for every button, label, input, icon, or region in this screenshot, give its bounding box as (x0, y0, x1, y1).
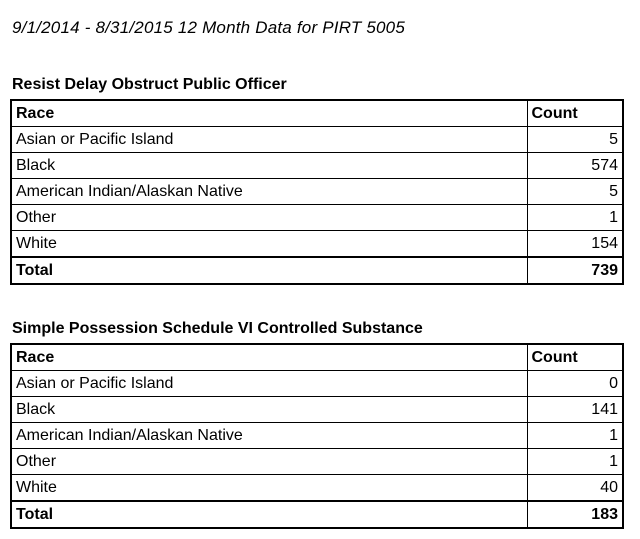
race-cell: White (11, 475, 527, 502)
race-cell: Asian or Pacific Island (11, 371, 527, 397)
data-table-simple-possession (10, 343, 624, 529)
count-cell: 5 (527, 127, 623, 153)
table-row (11, 423, 623, 449)
page-heading: 9/1/2014 - 8/31/2015 12 Month Data for PIRT 5005 (12, 18, 405, 37)
table-row (11, 449, 623, 475)
table-row (11, 231, 623, 258)
column-header-count: Count (527, 100, 623, 127)
count-cell: 574 (527, 153, 623, 179)
table-row (11, 127, 623, 153)
count-cell: 1 (527, 205, 623, 231)
total-count: 183 (527, 501, 623, 528)
table-header-row (11, 100, 623, 127)
race-cell: American Indian/Alaskan Native (11, 423, 527, 449)
total-label: Total (11, 257, 527, 284)
table-row (11, 179, 623, 205)
count-cell: 40 (527, 475, 623, 502)
race-cell: Black (11, 153, 527, 179)
table-row (11, 153, 623, 179)
count-cell: 154 (527, 231, 623, 258)
section-title: Resist Delay Obstruct Public Officer (12, 76, 287, 93)
total-label: Total (11, 501, 527, 528)
table-row (11, 371, 623, 397)
race-cell: Other (11, 205, 527, 231)
column-header-race: Race (11, 100, 527, 127)
total-row (11, 501, 623, 528)
race-cell: Other (11, 449, 527, 475)
count-cell: 5 (527, 179, 623, 205)
section-title: Simple Possession Schedule VI Controlled Substance (12, 320, 423, 337)
count-cell: 1 (527, 423, 623, 449)
table-row (11, 205, 623, 231)
data-table-resist-delay (10, 99, 624, 285)
column-header-count: Count (527, 344, 623, 371)
race-cell: Black (11, 397, 527, 423)
table-row (11, 475, 623, 502)
table-row (11, 397, 623, 423)
count-cell: 141 (527, 397, 623, 423)
total-row (11, 257, 623, 284)
race-cell: American Indian/Alaskan Native (11, 179, 527, 205)
count-cell: 1 (527, 449, 623, 475)
race-cell: Asian or Pacific Island (11, 127, 527, 153)
count-cell: 0 (527, 371, 623, 397)
total-count: 739 (527, 257, 623, 284)
race-cell: White (11, 231, 527, 258)
table-header-row (11, 344, 623, 371)
column-header-race: Race (11, 344, 527, 371)
